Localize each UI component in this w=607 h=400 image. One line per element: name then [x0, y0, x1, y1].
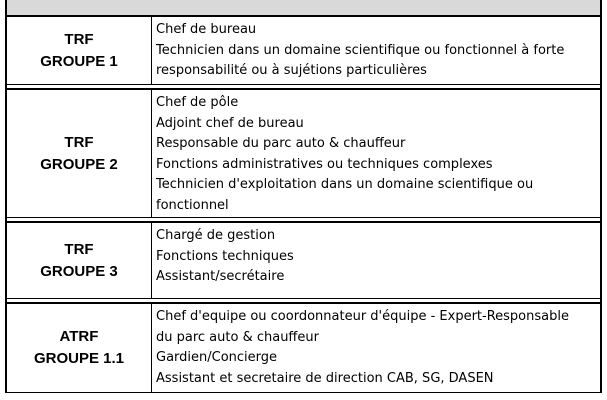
groups-table: [5, 0, 602, 393]
grade-groupe: GROUPE 1: [40, 52, 118, 70]
function-item: Chef de pôle: [156, 95, 239, 110]
function-item: Fonctions techniques: [156, 248, 294, 264]
table-row-group-atrf-1-1: [7, 304, 600, 393]
function-item: Assistant et secretaire de direction CAB, SG, DASEN: [156, 370, 494, 386]
function-item: Technicien d'exploitation dans un domaine scientifique ou: [156, 177, 534, 192]
grade-corps: TRF: [64, 30, 94, 48]
grade-cell: [7, 304, 152, 392]
grade-cell: [7, 90, 152, 217]
grade-corps: ATRF: [59, 328, 99, 345]
table-row-group-3: [7, 223, 600, 299]
functions-cell: [152, 304, 600, 392]
function-item: Chef d'equipe ou coordonnateur d'équipe - Expert-Responsable: [156, 309, 569, 324]
function-item: Assistant/secrétaire: [156, 269, 285, 284]
table-row-group-2: [7, 90, 600, 218]
grade-cell: [7, 223, 152, 298]
grade-corps: TRF: [64, 133, 94, 151]
functions-cell: [152, 17, 600, 84]
function-item: du parc auto & chauffeur: [156, 329, 319, 345]
grade-groupe: GROUPE 2: [40, 155, 118, 173]
functions-cell: [152, 223, 600, 298]
function-item: Adjoint chef de bureau: [156, 115, 304, 131]
grade-groupe: GROUPE 1.1: [33, 350, 125, 367]
function-item: Responsable du parc auto & chauffeur: [156, 136, 406, 151]
grade-cell: [7, 17, 152, 84]
table-row-group-1: [7, 17, 600, 85]
table-header-band: [7, 0, 600, 17]
function-item: Gardien/Concierge: [156, 350, 278, 365]
function-item: fonctionnel: [156, 197, 229, 213]
functions-cell: [152, 90, 600, 217]
grade-corps: TRF: [64, 240, 94, 258]
function-item: Chef de bureau: [156, 22, 257, 37]
function-item: Chargé de gestion: [156, 228, 276, 243]
function-item: Fonctions administratives ou techniques complexes: [156, 156, 493, 172]
function-item: responsabilité ou à sujétions particulières: [156, 63, 427, 78]
grade-groupe: GROUPE 3: [40, 262, 118, 280]
function-item: Technicien dans un domaine scientifique ou fonctionnel à forte: [156, 42, 565, 58]
